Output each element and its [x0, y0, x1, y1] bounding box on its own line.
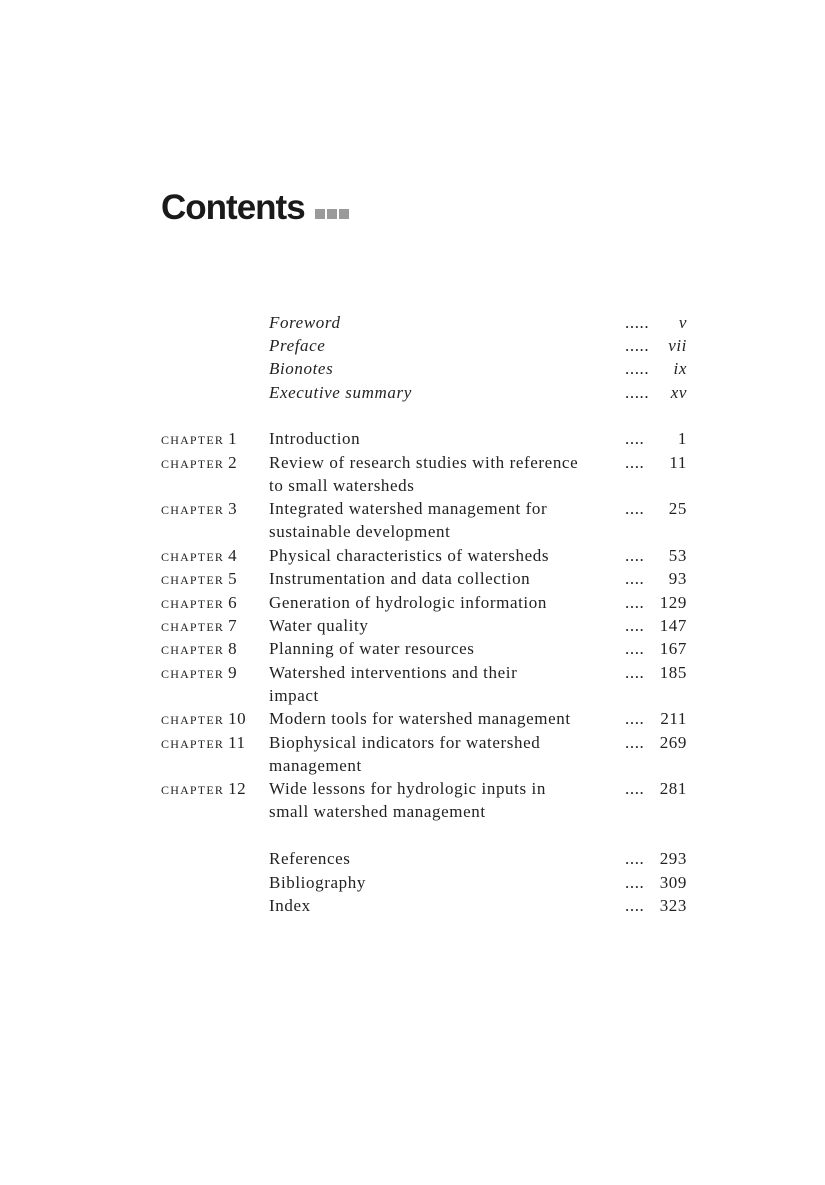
chapter-label: CHAPTER 1 — [161, 429, 238, 448]
entry-title: Foreword — [269, 313, 341, 332]
entry-title: Executive summary — [269, 383, 412, 402]
page-number: 53 — [668, 546, 687, 565]
chapter-label: CHAPTER 6 — [161, 593, 238, 612]
page-number: 1 — [677, 429, 687, 448]
page-number: 25 — [668, 499, 687, 518]
entry-title: Instrumentation and data collection — [269, 569, 531, 588]
entry-title: Preface — [269, 336, 326, 355]
chapter-label: CHAPTER 10 — [161, 709, 247, 728]
square-icon — [339, 209, 349, 219]
dot-leader: ..... — [625, 383, 650, 402]
dot-leader: ..... — [625, 313, 650, 332]
chapter-label: CHAPTER 12 — [161, 779, 247, 798]
entry-title: Planning of water resources — [269, 639, 475, 658]
page-number: 93 — [668, 569, 687, 588]
chapter-label: CHAPTER 7 — [161, 616, 238, 635]
entry-title: Watershed interventions and their impact — [269, 663, 518, 706]
entry-title: Modern tools for watershed management — [269, 709, 571, 728]
chapter-label: CHAPTER 11 — [161, 733, 246, 752]
dot-leader: .... — [625, 616, 645, 635]
entry-title: Introduction — [269, 429, 361, 448]
page-number: 129 — [659, 593, 687, 612]
entry-title: Wide lessons for hydrologic inputs in small watershed management — [269, 779, 546, 822]
dot-leader: .... — [625, 779, 645, 798]
dot-leader: ..... — [625, 336, 650, 355]
page-number: 11 — [669, 453, 687, 472]
chapter-label: CHAPTER 5 — [161, 569, 238, 588]
dot-leader: .... — [625, 733, 645, 752]
page-number: vii — [668, 336, 687, 355]
dot-leader: ..... — [625, 359, 650, 378]
chapter-label: CHAPTER 9 — [161, 663, 238, 682]
entry-title: Water quality — [269, 616, 369, 635]
dot-leader: .... — [625, 849, 645, 868]
entry-title: Physical characteristics of watersheds — [269, 546, 550, 565]
entry-title: Biophysical indicators for watershed management — [269, 733, 541, 776]
page-number: 147 — [659, 616, 687, 635]
chapter-label: CHAPTER 8 — [161, 639, 238, 658]
dot-leader: .... — [625, 499, 645, 518]
entry-title: Generation of hydrologic information — [269, 593, 547, 612]
dot-leader: .... — [625, 639, 645, 658]
dot-leader: .... — [625, 896, 645, 915]
page-number: 185 — [659, 663, 687, 682]
page-title — [161, 186, 351, 230]
page-number: 323 — [659, 896, 687, 915]
chapter-label: CHAPTER 4 — [161, 546, 238, 565]
dot-leader: .... — [625, 663, 645, 682]
entry-title: Integrated watershed management for sustainable development — [269, 499, 548, 542]
page-number: 167 — [659, 639, 687, 658]
page-number: ix — [673, 359, 687, 378]
entry-title: Index — [269, 896, 311, 915]
entry-title: References — [269, 849, 351, 868]
square-icon — [315, 209, 325, 219]
dot-leader: .... — [625, 709, 645, 728]
dot-leader: .... — [625, 546, 645, 565]
page-number: 281 — [659, 779, 687, 798]
dot-leader: .... — [625, 569, 645, 588]
dot-leader: .... — [625, 873, 645, 892]
square-icon — [327, 209, 337, 219]
page-number: 309 — [659, 873, 687, 892]
page-number: 269 — [659, 733, 687, 752]
page-number: 293 — [659, 849, 687, 868]
page-title-text: Contents — [161, 188, 305, 227]
page-number: 211 — [660, 709, 687, 728]
page-number: xv — [670, 383, 687, 402]
dot-leader: .... — [625, 453, 645, 472]
entry-title: Bionotes — [269, 359, 334, 378]
page-number: v — [678, 313, 687, 332]
chapter-label: CHAPTER 3 — [161, 499, 238, 518]
entry-title: Bibliography — [269, 873, 366, 892]
dot-leader: .... — [625, 593, 645, 612]
chapter-label: CHAPTER 2 — [161, 453, 238, 472]
dot-leader: .... — [625, 429, 645, 448]
title-squares-ornament — [315, 186, 351, 230]
entry-title: Review of research studies with reference to small watersheds — [269, 453, 579, 496]
